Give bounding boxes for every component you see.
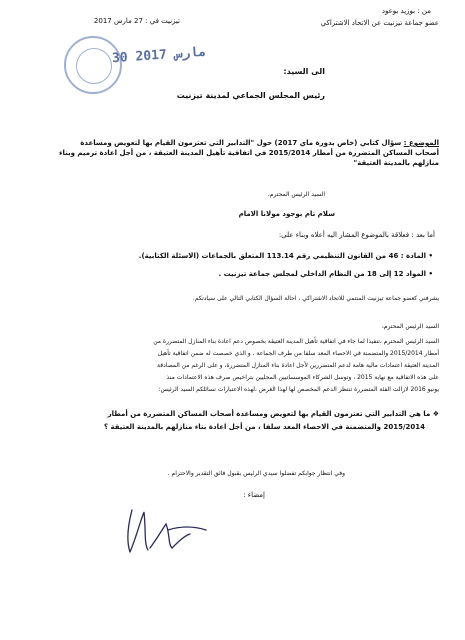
articles-list: [133, 251, 433, 279]
sender-title: عضو جماعة تيزنيت عن الاتحاد الاشتراكي: [320, 19, 439, 27]
body-line: يونيو 2016 لازالت الفئة المتضررة تنتظر الدعم المخصص لها لهذا الغرض ،لهذه الاعتبارات نسائلكم السيد الرئيس:: [158, 386, 439, 393]
body-line: المدينة العتيقة اعتمادات مالية هامة لدعم المتضررين لأجل اعادة بناء المنازل المتضررة، و على الرغم من المصادقة: [157, 362, 439, 369]
recipient-label: الى السيد:: [283, 67, 325, 76]
body-address: السيد الرئيس المحترم،: [381, 323, 439, 330]
stamp-inner-ring: [76, 48, 112, 84]
article-item: [133, 251, 433, 261]
subject-line-2: أصحاب المساكن المتضررة من أمطار 2015/2014 في اتفاقية تأهيل المدينة العتيقة ، من أجل اعادة ترميم وبناء: [58, 149, 439, 157]
subject-line-3: منازلهم بالمدينة العتيقة": [353, 159, 439, 167]
subject-line-1: [24, 138, 439, 148]
article-bullet: •: [428, 252, 433, 260]
article-bullet: •: [428, 270, 433, 278]
body-line: أمطار 2015/2014 والمتضمنة في الاحصاء المعد سلفا من طرف الجماعة ، و الذي خصصت له ضمن اتفاقية تأهيل: [157, 350, 439, 357]
article-item: [133, 269, 433, 279]
salutation-greeting: سلام تام بوجود مولانا الامام: [238, 210, 335, 218]
body-line: السيد الرئيس المحترم ،تنفيذا لما جاء في اتفاقية تأهيل المدينة العتيقة بخصوص دعم اعادة بناء المنازل المتضررة من: [153, 338, 439, 345]
stamp-date: 30 مارس 2017: [111, 44, 207, 67]
intro-text: أما بعد : فعلاقة بالموضوع المشار اليه أعلاه وبناء على:: [278, 231, 435, 239]
article-text: المواد 12 إلى 18 من النظام الداخلي لمجلس جماعة تيزنيت .: [218, 270, 427, 278]
subject-label: الموضوع :: [403, 139, 439, 147]
handwritten-signature: [110, 500, 220, 560]
honor-line: يشرفني كعضو جماعة تيزنيت المنتمي للاتحاد الاشتراكي ، احالة السؤال الكتابي التالي على سيادتكم.: [192, 295, 439, 302]
article-text: المادة : 46 من القانون التنظيمي رقم 113.14 المتعلق بالجماعات (الاسئلة الكتابية).: [138, 252, 427, 260]
recipient-name: رئيس المجلس الجماعي لمدينة تيزنيت: [176, 91, 325, 100]
signature-label: إمضاء :: [243, 491, 265, 499]
body-line: على هذه الاتفاقية مع نهاية 2015 ، وتوسل الشركاء الموسساتيين المحليين بتراخيص صرف هذه الاعتمادات منذ: [166, 374, 439, 381]
subject-block: [24, 138, 439, 168]
subject-text-1: سؤال كتابي (خاص بدورة ماي 2017) حول "التدابير التي تعتزمون القيام بها لتعويض ومساعدة: [80, 139, 402, 147]
question-line-1: [29, 408, 439, 421]
diamond-bullet-icon: ❖: [432, 410, 439, 418]
closing-text: وفي انتظار جوابكم تفضلوا سيدي الرئيس بقبول فائق التقدير والاحترام .: [167, 470, 345, 477]
question-block: [29, 408, 439, 434]
document-date: تيزنيت في : 27 مارس 2017: [93, 17, 180, 25]
question-line-2: 2015/2014 والمتضمنة في الاحصاء المعد سلفا ، من أجل اعادة بناء منازلهم بالمدينة العتيقة ؟: [103, 423, 425, 431]
sender-name: من : بوزيد بوعود: [381, 7, 431, 15]
body-paragraph: [21, 336, 439, 396]
question-text-1: ما هي التدابير التي تعتزمون القيام بها لتعويض ومساعدة أصحاب المساكن المتضررة من أمطار: [107, 410, 431, 418]
salutation-address: السيد الرئيس المحترم،: [267, 191, 325, 198]
